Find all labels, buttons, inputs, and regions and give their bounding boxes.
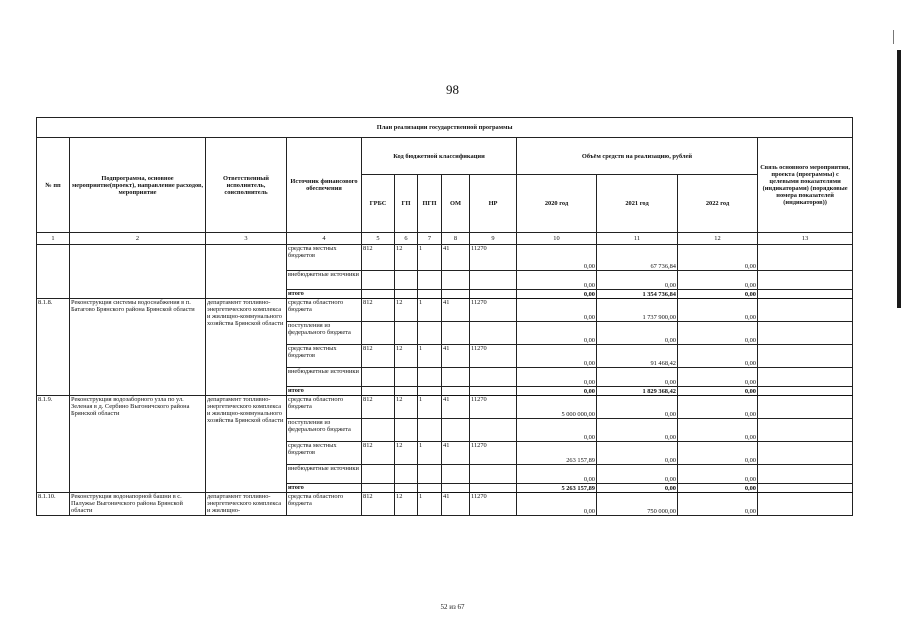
- amount-2021: 0,00: [597, 442, 678, 465]
- table-body: [37, 118, 853, 516]
- amount-2020: 0,00: [517, 419, 597, 442]
- item-responsible: департамент топливно-энергетического комплекса и жилищно-коммунального хозяйства Брянской области: [206, 396, 287, 493]
- header-om: ОМ: [442, 175, 470, 233]
- header-num: № пп: [37, 138, 70, 233]
- header-budget-code: Код бюджетной классификации: [362, 138, 517, 175]
- item-number: 8.1.10.: [37, 493, 70, 516]
- table-title: План реализации государственной программы: [37, 118, 853, 138]
- nr-cell: [470, 271, 517, 290]
- item-responsible: департамент топливно-энергетического комплекса и жилищно-: [206, 493, 287, 516]
- gp-cell: [395, 484, 418, 493]
- source-cell: поступления из федерального бюджета: [287, 419, 362, 442]
- item-name: Реконструкция водонапорной башни в с. Палужье Выгоничского района Брянской области: [70, 493, 206, 516]
- amount-2022: 0,00: [678, 322, 758, 345]
- pgp-cell: 1: [418, 493, 442, 516]
- link-cell: [758, 387, 853, 396]
- om-cell: [442, 465, 470, 484]
- col-number: 11: [597, 233, 678, 245]
- amount-2020: 0,00: [517, 387, 597, 396]
- source-cell: средства областного бюджета: [287, 493, 362, 516]
- pgp-cell: [418, 368, 442, 387]
- amount-2022: 0,00: [678, 245, 758, 271]
- amount-2022: 0,00: [678, 290, 758, 299]
- pgp-cell: [418, 484, 442, 493]
- pgp-cell: 1: [418, 245, 442, 271]
- header-gp: ГП: [395, 175, 418, 233]
- om-cell: [442, 419, 470, 442]
- source-cell: итого: [287, 387, 362, 396]
- gp-cell: 12: [395, 345, 418, 368]
- om-cell: 41: [442, 299, 470, 322]
- grbs-cell: 812: [362, 442, 395, 465]
- pgp-cell: [418, 419, 442, 442]
- source-cell: внебюджетные источники: [287, 465, 362, 484]
- amount-2021: 91 468,42: [597, 345, 678, 368]
- amount-2020: 0,00: [517, 299, 597, 322]
- link-cell: [758, 299, 853, 322]
- program-cell: [70, 245, 206, 299]
- link-cell: [758, 396, 853, 419]
- amount-2021: 0,00: [597, 322, 678, 345]
- pgp-cell: [418, 387, 442, 396]
- gp-cell: [395, 419, 418, 442]
- amount-2022: 0,00: [678, 396, 758, 419]
- nr-cell: [470, 368, 517, 387]
- nr-cell: [470, 419, 517, 442]
- amount-2020: 5 000 000,00: [517, 396, 597, 419]
- header-2021: 2021 год: [597, 175, 678, 233]
- header-2022: 2022 год: [678, 175, 758, 233]
- amount-2020: 0,00: [517, 322, 597, 345]
- pgp-cell: 1: [418, 345, 442, 368]
- amount-2022: 0,00: [678, 299, 758, 322]
- link-cell: [758, 290, 853, 299]
- table-row: [37, 245, 853, 271]
- header-link: Связь основного мероприятия, проекта (программы) с целевыми показателями (индикаторами) (порядковые номера показателей (индикаторов)): [758, 138, 853, 233]
- amount-2022: 0,00: [678, 484, 758, 493]
- gp-cell: 12: [395, 299, 418, 322]
- om-cell: 41: [442, 442, 470, 465]
- col-number: 1: [37, 233, 70, 245]
- amount-2020: 0,00: [517, 245, 597, 271]
- num-cell: [37, 245, 70, 299]
- scan-edge-shadow: [897, 50, 901, 308]
- amount-2020: 0,00: [517, 493, 597, 516]
- nr-cell: 11270: [470, 299, 517, 322]
- source-cell: итого: [287, 484, 362, 493]
- col-number: 8: [442, 233, 470, 245]
- amount-2021: 67 736,84: [597, 245, 678, 271]
- amount-2021: 1 354 736,84: [597, 290, 678, 299]
- grbs-cell: [362, 465, 395, 484]
- gp-cell: 12: [395, 396, 418, 419]
- nr-cell: [470, 322, 517, 345]
- link-cell: [758, 442, 853, 465]
- header-pgp: ПГП: [418, 175, 442, 233]
- grbs-cell: 812: [362, 345, 395, 368]
- amount-2021: 1 737 900,00: [597, 299, 678, 322]
- link-cell: [758, 345, 853, 368]
- link-cell: [758, 419, 853, 442]
- amount-2022: 0,00: [678, 465, 758, 484]
- grbs-cell: 812: [362, 396, 395, 419]
- amount-2021: 0,00: [597, 396, 678, 419]
- amount-2022: 0,00: [678, 368, 758, 387]
- header-volume: Объём средств на реализацию, рублей: [517, 138, 758, 175]
- link-cell: [758, 322, 853, 345]
- amount-2022: 0,00: [678, 419, 758, 442]
- grbs-cell: [362, 419, 395, 442]
- gp-cell: [395, 465, 418, 484]
- header-source: Источник финансового обеспечения: [287, 138, 362, 233]
- amount-2021: 0,00: [597, 419, 678, 442]
- amount-2020: 0,00: [517, 465, 597, 484]
- source-cell: внебюджетные источники: [287, 271, 362, 290]
- gp-cell: [395, 322, 418, 345]
- responsible-cell: [206, 245, 287, 299]
- scan-edge-tick: [893, 30, 894, 44]
- table-row: [37, 493, 853, 516]
- item-number: 8.1.9.: [37, 396, 70, 493]
- link-cell: [758, 368, 853, 387]
- col-number: 6: [395, 233, 418, 245]
- header-nr: НР: [470, 175, 517, 233]
- om-cell: [442, 290, 470, 299]
- item-number: 8.1.8.: [37, 299, 70, 396]
- amount-2022: 0,00: [678, 271, 758, 290]
- om-cell: [442, 484, 470, 493]
- amount-2021: 0,00: [597, 465, 678, 484]
- nr-cell: [470, 465, 517, 484]
- col-number: 2: [70, 233, 206, 245]
- source-cell: средства областного бюджета: [287, 299, 362, 322]
- amount-2020: 0,00: [517, 290, 597, 299]
- pgp-cell: [418, 271, 442, 290]
- gp-cell: [395, 368, 418, 387]
- pgp-cell: [418, 290, 442, 299]
- table-row: [37, 299, 853, 322]
- link-cell: [758, 271, 853, 290]
- item-responsible: департамент топливно-энергетического комплекса и жилищно-коммунального хозяйства Брянской области: [206, 299, 287, 396]
- om-cell: 41: [442, 345, 470, 368]
- header-grbs: ГРБС: [362, 175, 395, 233]
- gp-cell: 12: [395, 245, 418, 271]
- source-cell: средства местных бюджетов: [287, 245, 362, 271]
- program-plan-table: [36, 117, 853, 516]
- col-number: 13: [758, 233, 853, 245]
- link-cell: [758, 493, 853, 516]
- om-cell: 41: [442, 245, 470, 271]
- grbs-cell: [362, 290, 395, 299]
- source-cell: поступления из федерального бюджета: [287, 322, 362, 345]
- om-cell: [442, 387, 470, 396]
- nr-cell: 11270: [470, 442, 517, 465]
- grbs-cell: 812: [362, 299, 395, 322]
- amount-2022: 0,00: [678, 442, 758, 465]
- nr-cell: [470, 387, 517, 396]
- om-cell: [442, 368, 470, 387]
- link-cell: [758, 465, 853, 484]
- col-number: 10: [517, 233, 597, 245]
- amount-2021: 1 829 368,42: [597, 387, 678, 396]
- amount-2021: 0,00: [597, 484, 678, 493]
- header-program: Подпрограмма, основное мероприятие(проект), направление расходов, мероприятие: [70, 138, 206, 233]
- gp-cell: [395, 387, 418, 396]
- nr-cell: [470, 484, 517, 493]
- pgp-cell: [418, 465, 442, 484]
- nr-cell: [470, 290, 517, 299]
- pgp-cell: 1: [418, 299, 442, 322]
- om-cell: [442, 322, 470, 345]
- page-number-top: 98: [446, 82, 459, 97]
- amount-2021: 750 000,00: [597, 493, 678, 516]
- nr-cell: 11270: [470, 345, 517, 368]
- grbs-cell: [362, 271, 395, 290]
- om-cell: 41: [442, 493, 470, 516]
- header-responsible: Ответственный исполнитель, соисполнитель: [206, 138, 287, 233]
- nr-cell: 11270: [470, 493, 517, 516]
- gp-cell: [395, 290, 418, 299]
- col-number: 4: [287, 233, 362, 245]
- gp-cell: 12: [395, 442, 418, 465]
- amount-2022: 0,00: [678, 345, 758, 368]
- amount-2021: 0,00: [597, 271, 678, 290]
- table-row: [37, 396, 853, 419]
- source-cell: средства областного бюджета: [287, 396, 362, 419]
- nr-cell: 11270: [470, 396, 517, 419]
- page-number-bottom: 52 из 67: [440, 603, 465, 611]
- col-number: 7: [418, 233, 442, 245]
- amount-2020: 0,00: [517, 345, 597, 368]
- amount-2020: 0,00: [517, 271, 597, 290]
- grbs-cell: [362, 484, 395, 493]
- grbs-cell: [362, 322, 395, 345]
- col-number: 9: [470, 233, 517, 245]
- amount-2020: 0,00: [517, 368, 597, 387]
- pgp-cell: 1: [418, 442, 442, 465]
- grbs-cell: [362, 368, 395, 387]
- col-number: 5: [362, 233, 395, 245]
- link-cell: [758, 484, 853, 493]
- amount-2020: 5 263 157,89: [517, 484, 597, 493]
- pgp-cell: 1: [418, 396, 442, 419]
- om-cell: [442, 271, 470, 290]
- amount-2020: 263 157,89: [517, 442, 597, 465]
- header-2020: 2020 год: [517, 175, 597, 233]
- pgp-cell: [418, 322, 442, 345]
- source-cell: средства местных бюджетов: [287, 345, 362, 368]
- item-name: Реконструкция системы водоснабжения в п. Батагово Брянского района Брянской области: [70, 299, 206, 396]
- nr-cell: 11270: [470, 245, 517, 271]
- source-cell: итого: [287, 290, 362, 299]
- amount-2022: 0,00: [678, 493, 758, 516]
- gp-cell: 12: [395, 493, 418, 516]
- col-number: 3: [206, 233, 287, 245]
- item-name: Реконструкция водозаборного узла по ул. Зеленая в д. Сербино Выгоничского района Брянской области: [70, 396, 206, 493]
- amount-2021: 0,00: [597, 368, 678, 387]
- source-cell: средства местных бюджетов: [287, 442, 362, 465]
- grbs-cell: 812: [362, 245, 395, 271]
- grbs-cell: 812: [362, 493, 395, 516]
- grbs-cell: [362, 387, 395, 396]
- link-cell: [758, 245, 853, 271]
- gp-cell: [395, 271, 418, 290]
- source-cell: внебюджетные источники: [287, 368, 362, 387]
- col-number: 12: [678, 233, 758, 245]
- om-cell: 41: [442, 396, 470, 419]
- amount-2022: 0,00: [678, 387, 758, 396]
